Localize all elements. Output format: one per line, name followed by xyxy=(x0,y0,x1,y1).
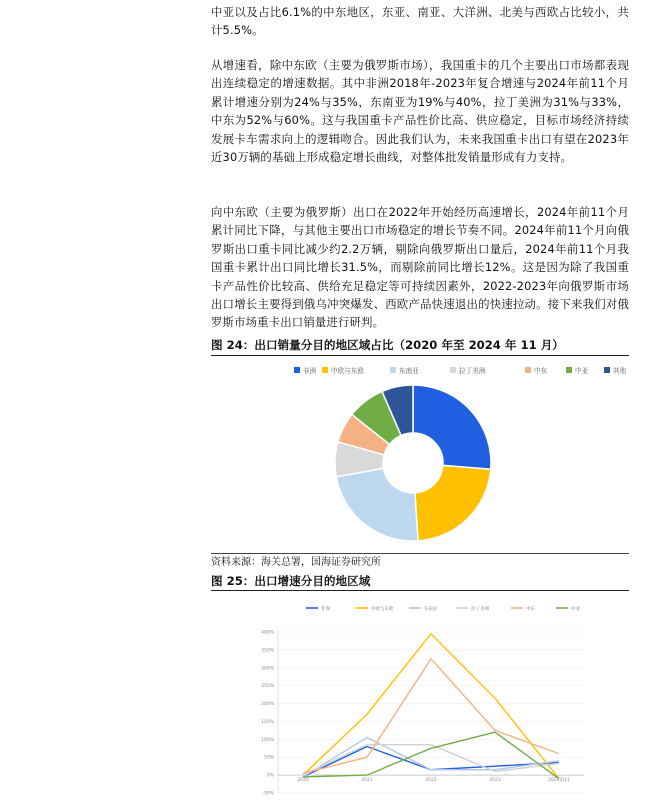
x-tick-label: 2022 xyxy=(425,778,437,784)
pie-legend-label: 中亚 xyxy=(575,367,589,375)
line-legend-label: 拉丁美洲 xyxy=(471,607,489,612)
paragraph-russia: 向中东欧（主要为俄罗斯）出口在2022年开始经历高速增长，2024年前11个月累计同比下降，与其他主要出口市场稳定的增长节奏不同。2024年前11个月向俄罗斯出口重卡同比减少约2.2万辆，剔除向俄罗斯出口量后，2024年前11个月我国重卡累计出口同比增长31.5%，而剔除前同比增长12%。这是因为除了我国重卡产品性价比较高、供给充足稳定等可持续因素外，2022-2023年向俄罗斯市场出口增长主要得到俄乌冲突爆发、西欧产品快速退出的快速拉动。接下来我们对俄罗斯市场重卡出口销量进行研判。 xyxy=(211,205,629,330)
line-legend-label: 东南亚 xyxy=(424,607,438,612)
pie-chart xyxy=(211,357,629,552)
pie-legend-label: 拉丁美洲 xyxy=(459,367,486,375)
x-tick-label: 2023 xyxy=(489,778,501,784)
y-tick-label: -50% xyxy=(262,791,274,797)
figure-25-top-rule xyxy=(211,590,629,591)
line-legend-label: 中亚 xyxy=(571,607,580,612)
pie-legend-swatch xyxy=(604,367,610,373)
pie-slice xyxy=(336,468,418,541)
pie-legend-swatch xyxy=(525,367,531,373)
pie-legend-swatch xyxy=(294,367,300,373)
y-tick-label: 250% xyxy=(261,684,274,690)
pie-legend-label: 中欧与东欧 xyxy=(331,367,364,375)
figure-24-source: 资料来源：海关总署，国海证券研究所 xyxy=(211,557,381,568)
pie-slice xyxy=(413,385,491,469)
line-legend-label: 中东 xyxy=(526,607,535,612)
paragraph-growth: 从增速看，除中东欧（主要为俄罗斯市场），我国重卡的几个主要出口市场都表现出连续稳定的增速数据。其中非洲2018年-2023年复合增速与2024年前11个月累计增速分别为24%与35%，东南亚为19%与40%，拉丁美洲为31%与33%，中东为52%与60%。这与我国重卡产品性价比高、供应稳定，目标市场经济持续发展卡车需求向上的逻辑吻合。因此我们认为，未来我国重卡出口有望在2023年近30万辆的基础上形成稳定增长曲线，对整体批发销量形成有力支持。 xyxy=(211,58,629,165)
y-tick-label: 200% xyxy=(261,702,274,708)
y-tick-label: 350% xyxy=(261,648,274,654)
line-legend-label: 非洲 xyxy=(321,607,330,612)
pie-legend-label: 中东 xyxy=(534,367,548,375)
series-line xyxy=(303,745,559,775)
y-tick-label: 150% xyxy=(261,719,274,725)
figure-24-bottom-rule xyxy=(211,553,629,554)
x-tick-label: 2021 xyxy=(361,778,373,784)
pie-legend-swatch xyxy=(390,367,396,373)
figure-24-title: 图 24：出口销量分目的地区域占比（2020 年至 2024 年 11 月） xyxy=(211,338,564,352)
y-tick-label: 300% xyxy=(261,666,274,672)
y-tick-label: 0% xyxy=(266,773,274,779)
line-legend-label: 中欧与东欧 xyxy=(371,607,394,612)
y-tick-label: 400% xyxy=(261,630,274,636)
pie-legend-label: 其他 xyxy=(613,367,627,375)
pie-legend-swatch xyxy=(322,367,328,373)
x-tick-label: 2024前11 xyxy=(548,778,570,784)
pie-slice xyxy=(415,465,491,540)
pie-legend-label: 东南亚 xyxy=(399,367,419,375)
x-tick-label: 2020 xyxy=(297,778,309,784)
figure-25-title: 图 25：出口增速分目的地区域 xyxy=(211,574,371,588)
pie-legend-swatch xyxy=(450,367,456,373)
pie-legend-label: 非洲 xyxy=(303,367,317,375)
y-tick-label: 100% xyxy=(261,737,274,743)
line-chart xyxy=(211,592,629,800)
y-tick-label: 50% xyxy=(263,755,274,761)
paragraph-intro: 中亚以及占比6.1%的中东地区，东亚、南亚、大洋洲、北美与西欧占比较小，共计5.5%。 xyxy=(211,5,629,38)
figure-24-top-rule xyxy=(211,355,629,356)
pie-legend-swatch xyxy=(566,367,572,373)
